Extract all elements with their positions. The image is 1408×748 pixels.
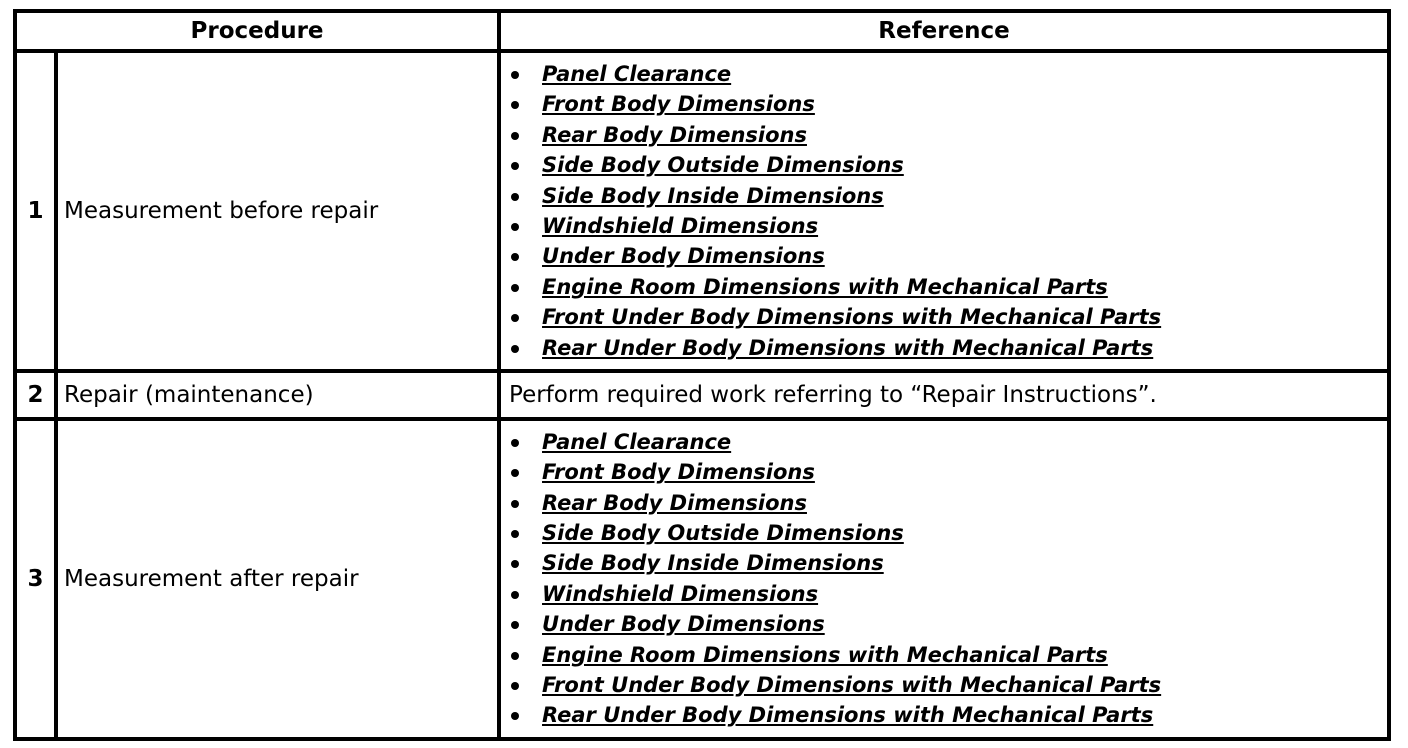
link-front-under-body-dimensions[interactable]: Front Under Body Dimensions with Mechanical Parts [542, 305, 1162, 330]
list-item [509, 272, 1379, 302]
list-item [509, 579, 1379, 609]
list-item [509, 241, 1379, 271]
link-side-body-outside-dimensions[interactable]: Side Body Outside Dimensions [542, 521, 904, 546]
link-windshield-dimensions[interactable]: Windshield Dimensions [542, 213, 819, 238]
link-front-body-dimensions[interactable]: Front Body Dimensions [542, 460, 815, 485]
link-rear-under-body-dimensions[interactable]: Rear Under Body Dimensions with Mechanical Parts [542, 335, 1154, 360]
list-item [509, 120, 1379, 150]
table-row [15, 371, 1389, 419]
list-item [509, 488, 1379, 518]
table-row [15, 51, 1389, 371]
link-side-body-inside-dimensions[interactable]: Side Body Inside Dimensions [542, 551, 884, 576]
link-panel-clearance[interactable]: Panel Clearance [542, 62, 732, 86]
list-item [509, 457, 1379, 487]
link-engine-room-dimensions[interactable]: Engine Room Dimensions with Mechanical Parts [542, 642, 1108, 667]
list-item [509, 333, 1379, 363]
reference-text: Perform required work referring to “Repair Instructions”. [499, 371, 1389, 419]
link-rear-body-dimensions[interactable]: Rear Body Dimensions [542, 490, 807, 515]
link-side-body-inside-dimensions[interactable]: Side Body Inside Dimensions [542, 183, 884, 208]
table-header-row [15, 11, 1389, 51]
link-rear-body-dimensions[interactable]: Rear Body Dimensions [542, 122, 807, 147]
link-rear-under-body-dimensions[interactable]: Rear Under Body Dimensions with Mechanical Parts [542, 703, 1154, 728]
link-front-under-body-dimensions[interactable]: Front Under Body Dimensions with Mechanical Parts [542, 673, 1162, 698]
link-under-body-dimensions[interactable]: Under Body Dimensions [542, 244, 825, 269]
reference-link-list [509, 59, 1379, 363]
table-row [15, 419, 1389, 739]
list-item [509, 670, 1379, 700]
list-item [509, 640, 1379, 670]
list-item [509, 181, 1379, 211]
link-windshield-dimensions[interactable]: Windshield Dimensions [542, 581, 819, 606]
step-number: 1 [15, 51, 56, 371]
step-number: 2 [15, 371, 56, 419]
reference-cell [499, 51, 1389, 371]
list-item [509, 150, 1379, 180]
list-item [509, 59, 1379, 89]
procedure-table [13, 9, 1391, 741]
link-engine-room-dimensions[interactable]: Engine Room Dimensions with Mechanical Parts [542, 274, 1108, 299]
link-front-body-dimensions[interactable]: Front Body Dimensions [542, 92, 815, 117]
list-item [509, 302, 1379, 332]
list-item [509, 609, 1379, 639]
link-under-body-dimensions[interactable]: Under Body Dimensions [542, 612, 825, 637]
procedure-text: Measurement before repair [56, 51, 499, 371]
header-reference: Reference [499, 11, 1389, 51]
list-item [509, 211, 1379, 241]
reference-link-list [509, 427, 1379, 731]
link-side-body-outside-dimensions[interactable]: Side Body Outside Dimensions [542, 153, 904, 178]
header-procedure: Procedure [15, 11, 499, 51]
link-panel-clearance[interactable]: Panel Clearance [542, 429, 732, 454]
list-item [509, 89, 1379, 119]
procedure-text: Measurement after repair [56, 419, 499, 739]
list-item [509, 518, 1379, 548]
list-item [509, 427, 1379, 457]
list-item [509, 700, 1379, 730]
procedure-text: Repair (maintenance) [56, 371, 499, 419]
list-item [509, 548, 1379, 578]
reference-cell [499, 419, 1389, 739]
step-number: 3 [15, 419, 56, 739]
